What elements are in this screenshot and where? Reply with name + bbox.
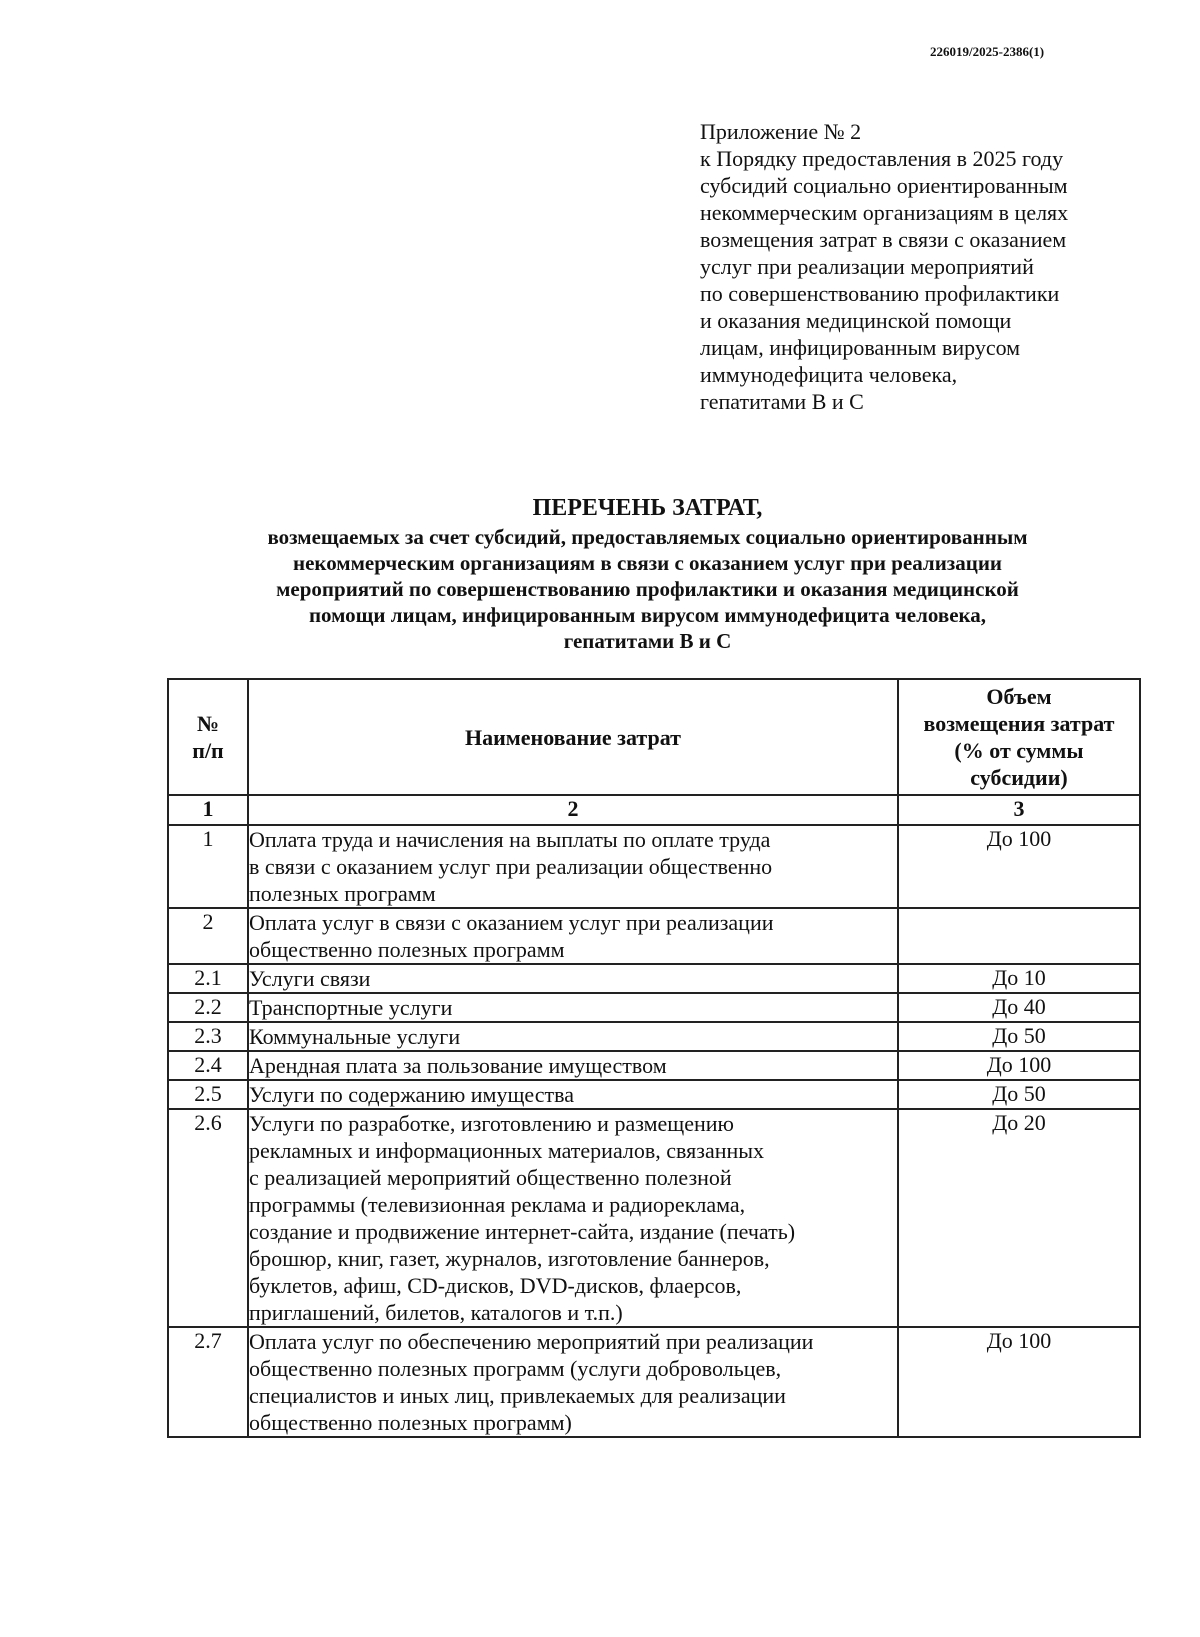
header-volume-line: возмещения затрат [923,711,1115,736]
row-volume [898,908,1140,964]
table-row [168,1109,1140,1327]
row-volume: До 10 [898,964,1140,993]
appendix-line: к Порядку предоставления в 2025 году [700,146,1064,171]
header-number-line: п/п [192,738,224,763]
row-cost-name [248,1022,898,1051]
cost-name-line: общественно полезных программ [249,937,565,962]
row-cost-name [248,1327,898,1437]
cost-name-line: Оплата труда и начисления на выплаты по оплате труда [249,827,771,852]
document-subtitle [160,524,1135,654]
header-volume-line: Объем [986,684,1052,709]
header-volume-line: (% от суммы [954,738,1084,763]
appendix-line: гепатитами В и С [700,389,864,414]
document-title-block [160,494,1135,654]
header-name: Наименование затрат [248,679,898,795]
cost-name-line: буклетов, афиш, CD-дисков, DVD-дисков, флаерсов, [249,1273,742,1298]
row-volume: До 100 [898,825,1140,908]
header-volume [898,679,1140,795]
appendix-line: Приложение № 2 [700,119,862,144]
subtitle-line: некоммерческим организациям в связи с оказанием услуг при реализации [292,551,1003,575]
header-number [168,679,248,795]
column-number: 2 [248,795,898,825]
row-volume: До 40 [898,993,1140,1022]
subtitle-line: помощи лицам, инфицированным вирусом иммунодефицита человека, [308,603,987,627]
table-header-row [168,679,1140,795]
row-number: 2.3 [168,1022,248,1051]
cost-name-line: Коммунальные услуги [249,1024,461,1049]
cost-name-line: Оплата услуг по обеспечению мероприятий при реализации [249,1329,814,1354]
cost-name-line: Услуги связи [249,966,371,991]
row-number: 2.1 [168,964,248,993]
column-number: 3 [898,795,1140,825]
appendix-line: и оказания медицинской помощи [700,308,1012,333]
appendix-line: иммунодефицита человека, [700,362,958,387]
cost-name-line: в связи с оказанием услуг при реализации общественно [249,854,773,879]
row-number: 2.6 [168,1109,248,1327]
appendix-line: услуг при реализации мероприятий [700,254,1034,279]
row-cost-name [248,825,898,908]
table-row [168,964,1140,993]
document-title: ПЕРЕЧЕНЬ ЗАТРАТ, [532,495,763,521]
row-number: 2 [168,908,248,964]
appendix-line: лицам, инфицированным вирусом [700,335,1021,360]
row-cost-name [248,993,898,1022]
table-row [168,1051,1140,1080]
row-number: 1 [168,825,248,908]
cost-name-line: с реализацией мероприятий общественно полезной [249,1165,732,1190]
row-volume: До 50 [898,1022,1140,1051]
cost-table [167,678,1141,1438]
appendix-line: субсидий социально ориентированным [700,173,1068,198]
cost-name-line: общественно полезных программ) [249,1410,572,1435]
row-number: 2.2 [168,993,248,1022]
table-row [168,993,1140,1022]
cost-name-line: полезных программ [249,881,436,906]
header-volume-line: субсидии) [970,765,1068,790]
row-volume: До 100 [898,1051,1140,1080]
table-row [168,1080,1140,1109]
row-cost-name [248,964,898,993]
appendix-header [700,118,1140,415]
row-volume: До 20 [898,1109,1140,1327]
cost-name-line: рекламных и информационных материалов, связанных [249,1138,765,1163]
row-number: 2.5 [168,1080,248,1109]
cost-name-line: Оплата услуг в связи с оказанием услуг при реализации [249,910,774,935]
row-number: 2.4 [168,1051,248,1080]
row-cost-name [248,1080,898,1109]
cost-name-line: Арендная плата за пользование имуществом [249,1053,667,1078]
subtitle-line: мероприятий по совершенствованию профилактики и оказания медицинской [276,577,1019,601]
cost-name-line: программы (телевизионная реклама и радиореклама, [249,1192,746,1217]
row-cost-name [248,908,898,964]
cost-name-line: специалистов и иных лиц, привлекаемых для реализации [249,1383,786,1408]
header-number-line: № [196,711,220,736]
appendix-line: возмещения затрат в связи с оказанием [700,227,1067,252]
column-number: 1 [168,795,248,825]
cost-name-line: общественно полезных программ (услуги добровольцев, [249,1356,782,1381]
table-row [168,825,1140,908]
column-number-row [168,795,1140,825]
document-id: 226019/2025-2386(1) [930,44,1045,59]
cost-name-line: приглашений, билетов, каталогов и т.п.) [249,1300,623,1325]
cost-name-line: Услуги по содержанию имущества [249,1082,574,1107]
cost-name-line: Транспортные услуги [249,995,453,1020]
table-row [168,1327,1140,1437]
row-cost-name [248,1051,898,1080]
cost-name-line: брошюр, книг, газет, журналов, изготовление баннеров, [249,1246,770,1271]
row-cost-name [248,1109,898,1327]
table-row [168,908,1140,964]
row-volume: До 50 [898,1080,1140,1109]
subtitle-line: возмещаемых за счет субсидий, предоставляемых социально ориентированным [267,525,1028,549]
appendix-line: некоммерческим организациям в целях [700,200,1069,225]
table-row [168,1022,1140,1051]
appendix-line: по совершенствованию профилактики [700,281,1060,306]
row-number: 2.7 [168,1327,248,1437]
cost-name-line: создание и продвижение интернет-сайта, издание (печать) [249,1219,796,1244]
row-volume: До 100 [898,1327,1140,1437]
cost-name-line: Услуги по разработке, изготовлению и размещению [249,1111,734,1136]
subtitle-line: гепатитами В и С [563,629,732,653]
